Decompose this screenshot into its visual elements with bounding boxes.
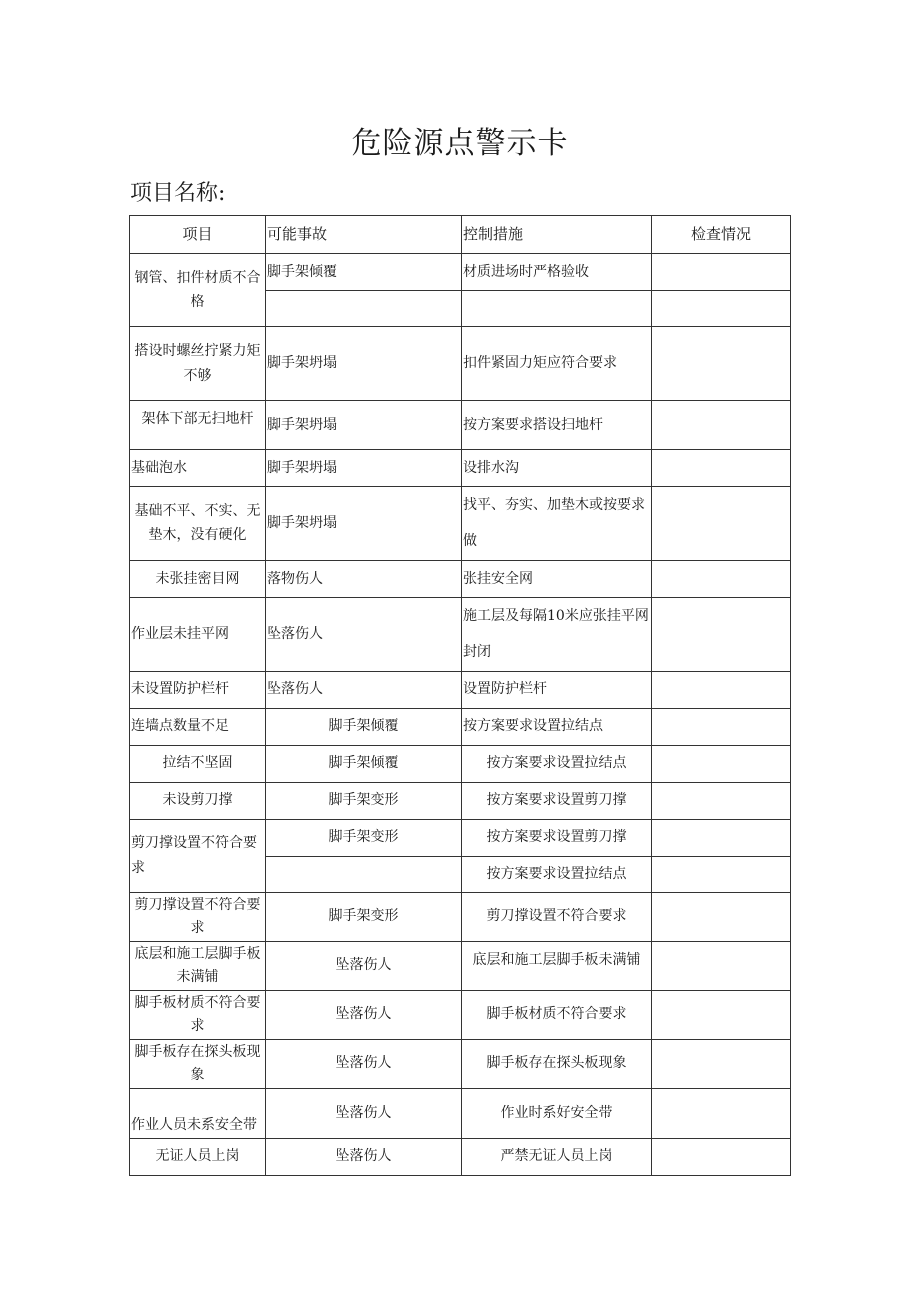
cell-measure: 设置防护栏杆 — [462, 671, 652, 708]
cell-item: 基础泡水 — [130, 450, 266, 487]
cell-accident: 脚手架倾覆 — [266, 745, 462, 782]
cell-item: 剪刀撑设置不符合要求 — [130, 892, 266, 941]
table-row — [130, 941, 791, 990]
cell-item: 未设置防护栏杆 — [130, 671, 266, 708]
hazard-table — [129, 215, 791, 1176]
cell-check-empty — [652, 856, 791, 892]
cell-measure: 作业时系好安全带 — [462, 1088, 652, 1138]
cell-check — [652, 254, 791, 291]
page-title: 危险源点警示卡 — [351, 126, 569, 161]
cell-accident: 脚手架变形 — [266, 892, 462, 941]
header-check: 检查情况 — [652, 216, 791, 254]
cell-measure: 设排水沟 — [462, 450, 652, 487]
cell-measure: 底层和施工层脚手板未满铺 — [462, 941, 652, 990]
cell-accident: 坠落伤人 — [266, 671, 462, 708]
table-header-row — [130, 216, 791, 254]
cell-measure: 扣件紧固力矩应符合要求 — [462, 327, 652, 401]
cell-check — [652, 450, 791, 487]
cell-check — [652, 708, 791, 745]
table-row — [130, 597, 791, 671]
cell-measure: 按方案要求设置拉结点 — [462, 708, 652, 745]
cell-check — [652, 819, 791, 856]
cell-accident: 脚手架变形 — [266, 819, 462, 856]
cell-check — [652, 671, 791, 708]
table-row — [130, 990, 791, 1039]
cell-accident: 脚手架坍塌 — [266, 327, 462, 401]
table-row — [130, 671, 791, 708]
cell-accident-empty — [266, 291, 462, 327]
cell-measure: 剪刀撑设置不符合要求 — [462, 892, 652, 941]
cell-check — [652, 1138, 791, 1175]
header-item: 项目 — [130, 216, 266, 254]
project-name-label: 项目名称: — [130, 181, 226, 206]
cell-item: 剪刀撑设置不符合要求 — [130, 819, 266, 892]
cell-check — [652, 560, 791, 597]
cell-measure-empty — [462, 291, 652, 327]
cell-item: 未张挂密目网 — [130, 560, 266, 597]
cell-check-empty — [652, 291, 791, 327]
table-row — [130, 560, 791, 597]
cell-measure: 施工层及每隔10米应张挂平网封闭 — [462, 597, 652, 671]
table-row — [130, 1088, 791, 1138]
table-row — [130, 819, 791, 856]
cell-measure: 脚手板材质不符合要求 — [462, 990, 652, 1039]
cell-accident: 脚手架倾覆 — [266, 254, 462, 291]
cell-item: 搭设时螺丝拧紧力矩不够 — [130, 327, 266, 401]
table-row — [130, 327, 791, 401]
table-row — [130, 1138, 791, 1175]
cell-item: 未设剪刀撑 — [130, 782, 266, 819]
cell-check — [652, 487, 791, 561]
cell-accident: 落物伤人 — [266, 560, 462, 597]
cell-accident: 坠落伤人 — [266, 990, 462, 1039]
cell-item: 无证人员上岗 — [130, 1138, 266, 1175]
cell-measure: 严禁无证人员上岗 — [462, 1138, 652, 1175]
cell-accident: 脚手架变形 — [266, 782, 462, 819]
table-row — [130, 487, 791, 561]
cell-accident: 脚手架倾覆 — [266, 708, 462, 745]
cell-check — [652, 892, 791, 941]
cell-item: 基础不平、不实、无垫木，没有硬化 — [130, 487, 266, 561]
cell-check — [652, 990, 791, 1039]
table-row — [130, 708, 791, 745]
cell-accident: 脚手架坍塌 — [266, 450, 462, 487]
cell-check — [652, 745, 791, 782]
cell-measure: 按方案要求设置剪刀撑 — [462, 782, 652, 819]
cell-check — [652, 1039, 791, 1088]
table-row — [130, 782, 791, 819]
table-row — [130, 401, 791, 450]
cell-item: 脚手板存在探头板现象 — [130, 1039, 266, 1088]
cell-accident: 坠落伤人 — [266, 1138, 462, 1175]
cell-check — [652, 782, 791, 819]
cell-item: 作业人员未系安全带 — [130, 1088, 266, 1138]
cell-check — [652, 941, 791, 990]
cell-accident-empty — [266, 856, 462, 892]
cell-measure: 脚手板存在探头板现象 — [462, 1039, 652, 1088]
cell-measure: 张挂安全网 — [462, 560, 652, 597]
cell-accident: 脚手架坍塌 — [266, 401, 462, 450]
cell-check — [652, 1088, 791, 1138]
cell-accident: 坠落伤人 — [266, 1039, 462, 1088]
table-row — [130, 1039, 791, 1088]
cell-check — [652, 401, 791, 450]
cell-measure: 材质进场时严格验收 — [462, 254, 652, 291]
cell-check — [652, 597, 791, 671]
cell-measure: 找平、夯实、加垫木或按要求做 — [462, 487, 652, 561]
cell-measure: 按方案要求设置剪刀撑 — [462, 819, 652, 856]
cell-measure: 按方案要求搭设扫地杆 — [462, 401, 652, 450]
cell-item: 钢管、扣件材质不合格 — [130, 254, 266, 327]
cell-accident: 坠落伤人 — [266, 941, 462, 990]
cell-check — [652, 327, 791, 401]
cell-item: 架体下部无扫地杆 — [130, 401, 266, 450]
header-accident: 可能事故 — [266, 216, 462, 254]
cell-accident: 坠落伤人 — [266, 597, 462, 671]
header-measure: 控制措施 — [462, 216, 652, 254]
cell-item: 底层和施工层脚手板未满铺 — [130, 941, 266, 990]
table-row — [130, 254, 791, 291]
cell-accident: 脚手架坍塌 — [266, 487, 462, 561]
cell-item: 连墙点数量不足 — [130, 708, 266, 745]
cell-measure-extra: 按方案要求设置拉结点 — [462, 856, 652, 892]
cell-item: 作业层未挂平网 — [130, 597, 266, 671]
cell-measure: 按方案要求设置拉结点 — [462, 745, 652, 782]
table-row — [130, 892, 791, 941]
cell-accident: 坠落伤人 — [266, 1088, 462, 1138]
cell-item: 脚手板材质不符合要求 — [130, 990, 266, 1039]
cell-item: 拉结不坚固 — [130, 745, 266, 782]
table-row — [130, 745, 791, 782]
table-row — [130, 450, 791, 487]
